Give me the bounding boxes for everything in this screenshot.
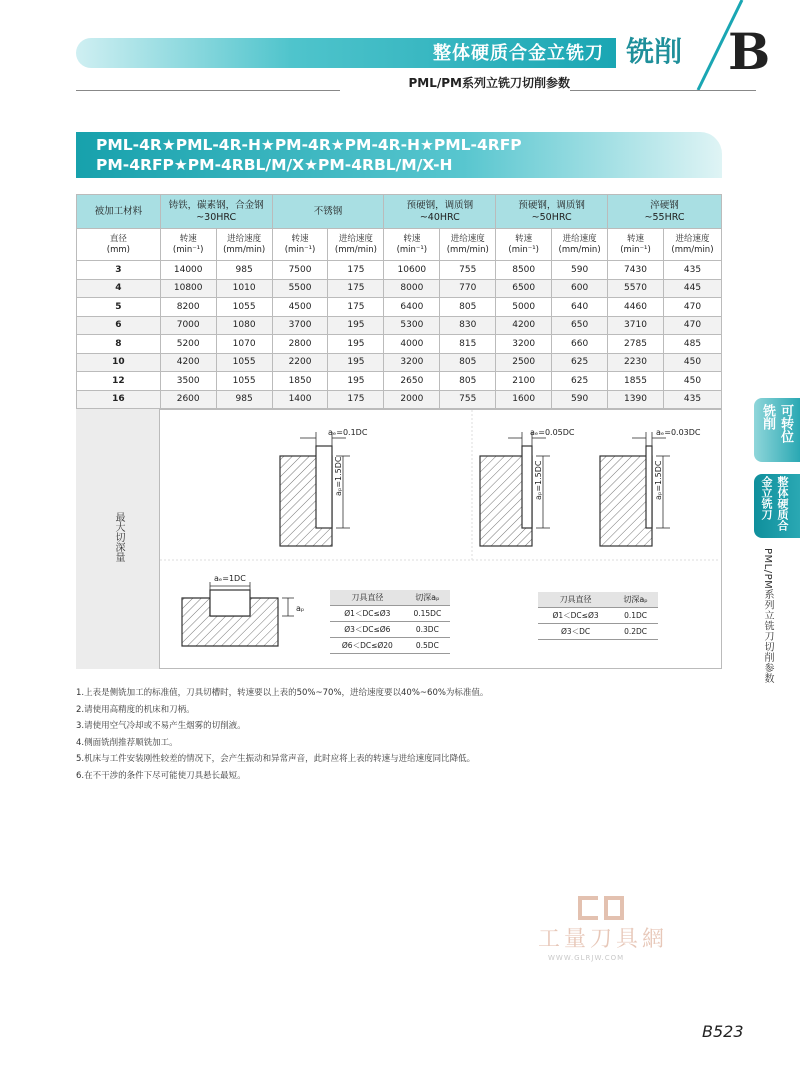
table-body	[77, 261, 722, 409]
table-row	[77, 335, 722, 354]
speed-header: 转速 (min⁻¹)	[608, 229, 664, 261]
speed-cell: 4200	[496, 316, 552, 335]
feed-header: 进给速度 (mm/min)	[552, 229, 608, 261]
table-row	[77, 353, 722, 372]
ae-label-2: aₑ=0.05DC	[530, 428, 575, 437]
diameter-cell: 16	[77, 390, 161, 409]
material-group: 预硬钢，调质钢 ~40HRC	[384, 195, 496, 229]
feed-cell: 805	[440, 372, 496, 391]
material-group: 不锈钢	[272, 195, 384, 229]
watermark-logo-icon-2	[604, 896, 624, 920]
speed-cell: 3500	[160, 372, 216, 391]
table-row	[77, 390, 722, 409]
header-title: 整体硬质合金立铣刀	[433, 43, 604, 64]
feed-cell: 1010	[216, 279, 272, 298]
speed-header: 转速 (min⁻¹)	[160, 229, 216, 261]
speed-cell: 2800	[272, 335, 328, 354]
feed-cell: 450	[663, 372, 721, 391]
diameter-cell: 10	[77, 353, 161, 372]
feed-cell: 175	[328, 279, 384, 298]
speed-cell: 10800	[160, 279, 216, 298]
speed-cell: 5570	[608, 279, 664, 298]
feed-header: 进给速度 (mm/min)	[440, 229, 496, 261]
feed-cell: 590	[552, 390, 608, 409]
speed-cell: 6400	[384, 298, 440, 317]
feed-cell: 195	[328, 353, 384, 372]
speed-cell: 7000	[160, 316, 216, 335]
header-subtitle: PML/PM系列立铣刀切削参数	[340, 74, 570, 91]
speed-cell: 1855	[608, 372, 664, 391]
feed-cell: 805	[440, 353, 496, 372]
feed-cell: 175	[328, 298, 384, 317]
diameter-cell: 4	[77, 279, 161, 298]
speed-cell: 4000	[384, 335, 440, 354]
series-line-2: PM-4RFP★PM-4RBL/M/X★PM-4RBL/M/X-H	[96, 156, 453, 174]
speed-cell: 14000	[160, 261, 216, 280]
ap-label-1: aₚ=1.5DC	[334, 456, 343, 496]
table-row	[77, 316, 722, 335]
speed-cell: 8500	[496, 261, 552, 280]
diameter-cell: 6	[77, 316, 161, 335]
watermark-url: WWW.GLRJW.COM	[548, 954, 625, 962]
speed-header: 转速 (min⁻¹)	[496, 229, 552, 261]
ae-label-3: aₑ=0.03DC	[656, 428, 701, 437]
speed-cell: 4460	[608, 298, 664, 317]
feed-cell: 1055	[216, 353, 272, 372]
note-item: 5.机床与工件安装刚性较差的情况下，会产生振动和异常声音，此时应将上表的转速与进给速度同比降低。	[76, 754, 476, 764]
diameter-cell: 3	[77, 261, 161, 280]
feed-cell: 815	[440, 335, 496, 354]
speed-cell: 7430	[608, 261, 664, 280]
page-number: B523	[702, 1022, 744, 1041]
feed-cell: 625	[552, 372, 608, 391]
feed-cell: 985	[216, 390, 272, 409]
feed-cell: 830	[440, 316, 496, 335]
ae-label-slot: aₑ=1DC	[214, 574, 246, 583]
speed-cell: 1400	[272, 390, 328, 409]
table-row	[77, 298, 722, 317]
feed-cell: 600	[552, 279, 608, 298]
ap-label-3: aₚ=1.5DC	[654, 460, 663, 500]
speed-cell: 7500	[272, 261, 328, 280]
feed-cell: 805	[440, 298, 496, 317]
diameter-header: 直径 (mm)	[77, 229, 161, 261]
speed-header: 转速 (min⁻¹)	[384, 229, 440, 261]
ae-label-1: aₑ=0.1DC	[328, 428, 368, 437]
watermark-logo-icon	[578, 896, 598, 920]
table-header-units	[77, 229, 722, 261]
feed-cell: 625	[552, 353, 608, 372]
speed-cell: 1850	[272, 372, 328, 391]
header-section: 铣削	[625, 35, 682, 68]
speed-cell: 2785	[608, 335, 664, 354]
slot-depth-table-1: 刀具直径 切深aₚ Ø1＜DC≤Ø3 0.15DC Ø3＜DC≤Ø6 0.3DC Ø6＜DC≤Ø20 0.5DC	[330, 590, 450, 654]
feed-cell: 470	[663, 298, 721, 317]
feed-cell: 1055	[216, 372, 272, 391]
speed-cell: 5200	[160, 335, 216, 354]
speed-cell: 8200	[160, 298, 216, 317]
feed-cell: 1055	[216, 298, 272, 317]
slot-milling-diagram	[182, 582, 294, 646]
feed-cell: 1080	[216, 316, 272, 335]
watermark-text: 工量刀具網	[538, 927, 669, 952]
feed-cell: 755	[440, 390, 496, 409]
ap-label-2: aₚ=1.5DC	[534, 460, 543, 500]
diameter-cell: 5	[77, 298, 161, 317]
speed-cell: 3710	[608, 316, 664, 335]
feed-cell: 435	[663, 390, 721, 409]
feed-cell: 770	[440, 279, 496, 298]
feed-cell: 450	[663, 353, 721, 372]
feed-header: 进给速度 (mm/min)	[663, 229, 721, 261]
note-item: 1.上表是侧铣加工的标准值，刀具切槽时，转速要以上表的50%~70%，进给速度要以40%~60%为标准值。	[76, 688, 489, 698]
feed-cell: 985	[216, 261, 272, 280]
side-tab-solid-carbide[interactable]: 金立铣刀 整体硬质合	[754, 474, 800, 538]
speed-cell: 3700	[272, 316, 328, 335]
feed-cell: 590	[552, 261, 608, 280]
feed-cell: 445	[663, 279, 721, 298]
speed-cell: 5500	[272, 279, 328, 298]
speed-cell: 2500	[496, 353, 552, 372]
speed-cell: 4500	[272, 298, 328, 317]
feed-cell: 195	[328, 372, 384, 391]
speed-cell: 2600	[160, 390, 216, 409]
feed-cell: 650	[552, 316, 608, 335]
material-group: 淬硬钢 ~55HRC	[608, 195, 722, 229]
speed-cell: 2200	[272, 353, 328, 372]
material-group: 预硬钢，调质钢 ~50HRC	[496, 195, 608, 229]
feed-header: 进给速度 (mm/min)	[216, 229, 272, 261]
side-tab-indexable[interactable]: 铣削 可转位	[754, 398, 800, 462]
speed-cell: 2000	[384, 390, 440, 409]
feed-cell: 195	[328, 335, 384, 354]
note-item: 3.请使用空气冷却或不易产生烟雾的切削液。	[76, 721, 246, 731]
section-letter: B	[728, 22, 771, 81]
note-item: 4.侧面铣削推荐顺铣加工。	[76, 737, 178, 748]
speed-cell: 8000	[384, 279, 440, 298]
speed-cell: 3200	[384, 353, 440, 372]
note-item: 2.请使用高精度的机床和刀柄。	[76, 704, 195, 715]
material-group: 铸铁，碳素钢，合金钢 ~30HRC	[160, 195, 272, 229]
side-vertical-title: PML/PM系列立铣刀切削参数	[762, 548, 773, 684]
diameter-cell: 8	[77, 335, 161, 354]
feed-cell: 195	[328, 316, 384, 335]
speed-cell: 1600	[496, 390, 552, 409]
ap-label-slot: aₚ	[296, 604, 305, 613]
notes-list	[76, 685, 488, 784]
series-banner	[76, 132, 722, 178]
speed-header: 转速 (min⁻¹)	[272, 229, 328, 261]
speed-cell: 4200	[160, 353, 216, 372]
table-header-materials	[77, 195, 722, 229]
speed-cell: 5300	[384, 316, 440, 335]
feed-cell: 1070	[216, 335, 272, 354]
diameter-cell: 12	[77, 372, 161, 391]
feed-cell: 755	[440, 261, 496, 280]
slot-depth-table-2: 刀具直径 切深aₚ Ø1＜DC≤Ø3 0.1DC Ø3＜DC 0.2DC	[538, 592, 658, 640]
speed-cell: 1390	[608, 390, 664, 409]
table-row	[77, 279, 722, 298]
feed-cell: 175	[328, 261, 384, 280]
feed-cell: 470	[663, 316, 721, 335]
speed-cell: 2230	[608, 353, 664, 372]
speed-cell: 2650	[384, 372, 440, 391]
table-row	[77, 261, 722, 280]
feed-cell: 435	[663, 261, 721, 280]
speed-cell: 2100	[496, 372, 552, 391]
series-line-1: PML-4R★PML-4R-H★PM-4R★PM-4R-H★PML-4RFP	[96, 136, 522, 154]
note-item: 6.在不干涉的条件下尽可能使刀具悬长最短。	[76, 770, 246, 781]
feed-cell: 660	[552, 335, 608, 354]
speed-cell: 5000	[496, 298, 552, 317]
speed-cell: 3200	[496, 335, 552, 354]
feed-header: 进给速度 (mm/min)	[328, 229, 384, 261]
feed-cell: 485	[663, 335, 721, 354]
feed-cell: 640	[552, 298, 608, 317]
speed-cell: 6500	[496, 279, 552, 298]
speed-cell: 10600	[384, 261, 440, 280]
feed-cell: 175	[328, 390, 384, 409]
cutting-parameter-table	[76, 194, 722, 409]
table-row	[77, 372, 722, 391]
max-depth-label: 最大切深量	[113, 512, 124, 562]
material-label: 被加工材料	[77, 195, 161, 229]
